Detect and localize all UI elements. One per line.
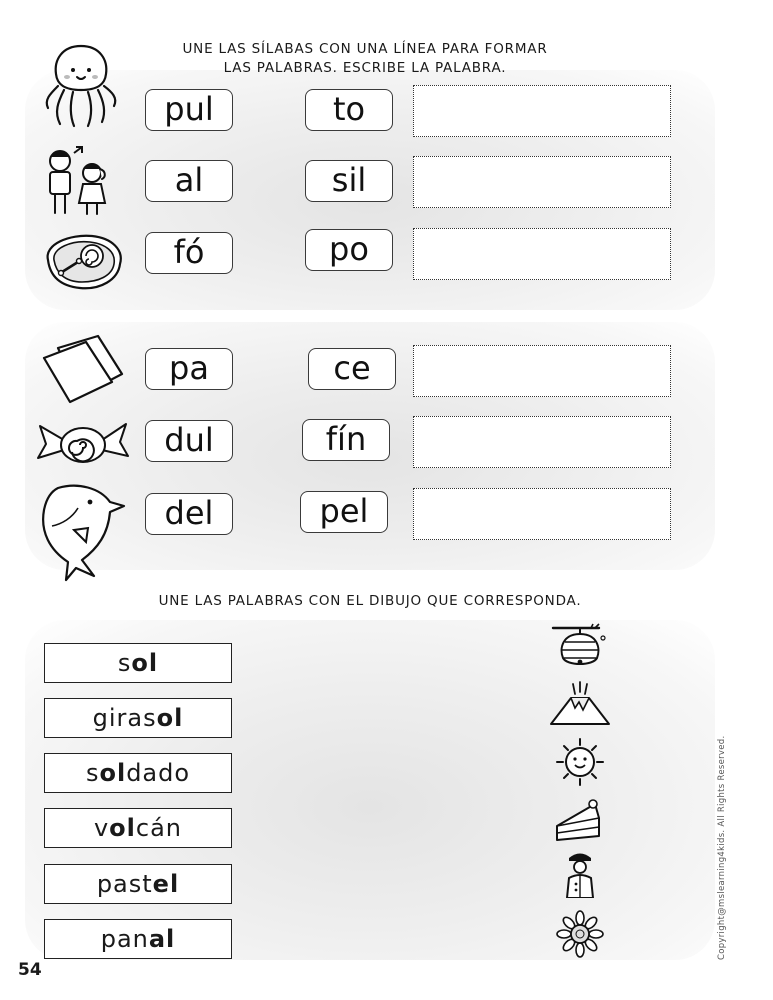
word-box-5[interactable]: [44, 864, 232, 904]
instructions-top: [140, 40, 590, 78]
answer-box-6[interactable]: [413, 488, 671, 540]
word-5-pre: past: [96, 870, 153, 898]
answer-box-4[interactable]: [413, 345, 671, 397]
word-box-3[interactable]: [44, 753, 232, 793]
answer-box-3[interactable]: [413, 228, 671, 280]
word-1-pre: s: [117, 649, 132, 677]
page-number: 54: [18, 960, 42, 980]
syllable-left-3[interactable]: fó: [145, 232, 233, 274]
beehive-icon[interactable]: [549, 622, 611, 670]
sun-icon[interactable]: [549, 738, 611, 786]
word-4-bold: ol: [109, 814, 136, 842]
word-6-bold: al: [148, 925, 176, 953]
word-box-1[interactable]: [44, 643, 232, 683]
dolphin-icon: [38, 480, 128, 584]
word-2-bold: ol: [156, 704, 184, 732]
word-3-bold: ol: [99, 759, 127, 787]
soldier-icon[interactable]: [549, 850, 611, 898]
word-6-pre: pan: [100, 925, 149, 953]
syllable-left-2[interactable]: al: [145, 160, 233, 202]
word-box-4[interactable]: [44, 808, 232, 848]
answer-box-5[interactable]: [413, 416, 671, 468]
syllable-right-4[interactable]: ce: [308, 348, 396, 390]
octopus-icon: [40, 42, 122, 130]
word-5-bold: el: [152, 870, 180, 898]
syllable-left-1[interactable]: pul: [145, 89, 233, 131]
answer-box-2[interactable]: [413, 156, 671, 208]
instructions-top-line-2: LAS PALABRAS. ESCRIBE LA PALABRA.: [223, 60, 507, 76]
word-4-post: cán: [135, 814, 183, 842]
sunflower-icon[interactable]: [549, 910, 611, 958]
word-3-pre: s: [85, 759, 100, 787]
cake-icon[interactable]: [549, 796, 611, 844]
syllable-left-5[interactable]: dul: [145, 420, 233, 462]
syllable-left-6[interactable]: del: [145, 493, 233, 535]
word-3-post: dado: [126, 759, 191, 787]
instructions-bottom: UNE LAS PALABRAS CON EL DIBUJO QUE CORRESPONDA.: [158, 593, 582, 609]
answer-box-1[interactable]: [413, 85, 671, 137]
syllable-right-3[interactable]: po: [305, 229, 393, 271]
word-box-6[interactable]: [44, 919, 232, 959]
word-4-pre: v: [93, 814, 110, 842]
syllable-left-4[interactable]: pa: [145, 348, 233, 390]
paper-icon: [40, 330, 126, 404]
siblings-icon: [40, 143, 116, 217]
volcano-icon[interactable]: [549, 680, 611, 728]
candy-icon: [36, 418, 130, 470]
word-2-pre: giras: [92, 704, 157, 732]
syllable-right-1[interactable]: to: [305, 89, 393, 131]
instructions-top-line-1: UNE LAS SÍLABAS CON UNA LÍNEA PARA FORMAR: [182, 41, 548, 57]
word-1-bold: ol: [131, 649, 159, 677]
fossil-icon: [40, 230, 126, 294]
word-box-2[interactable]: [44, 698, 232, 738]
copyright-notice: Copyright@mslearning4kids. All Rights Reserved.: [717, 735, 727, 960]
syllable-right-5[interactable]: fín: [302, 419, 390, 461]
syllable-right-2[interactable]: sil: [305, 160, 393, 202]
syllable-right-6[interactable]: pel: [300, 491, 388, 533]
